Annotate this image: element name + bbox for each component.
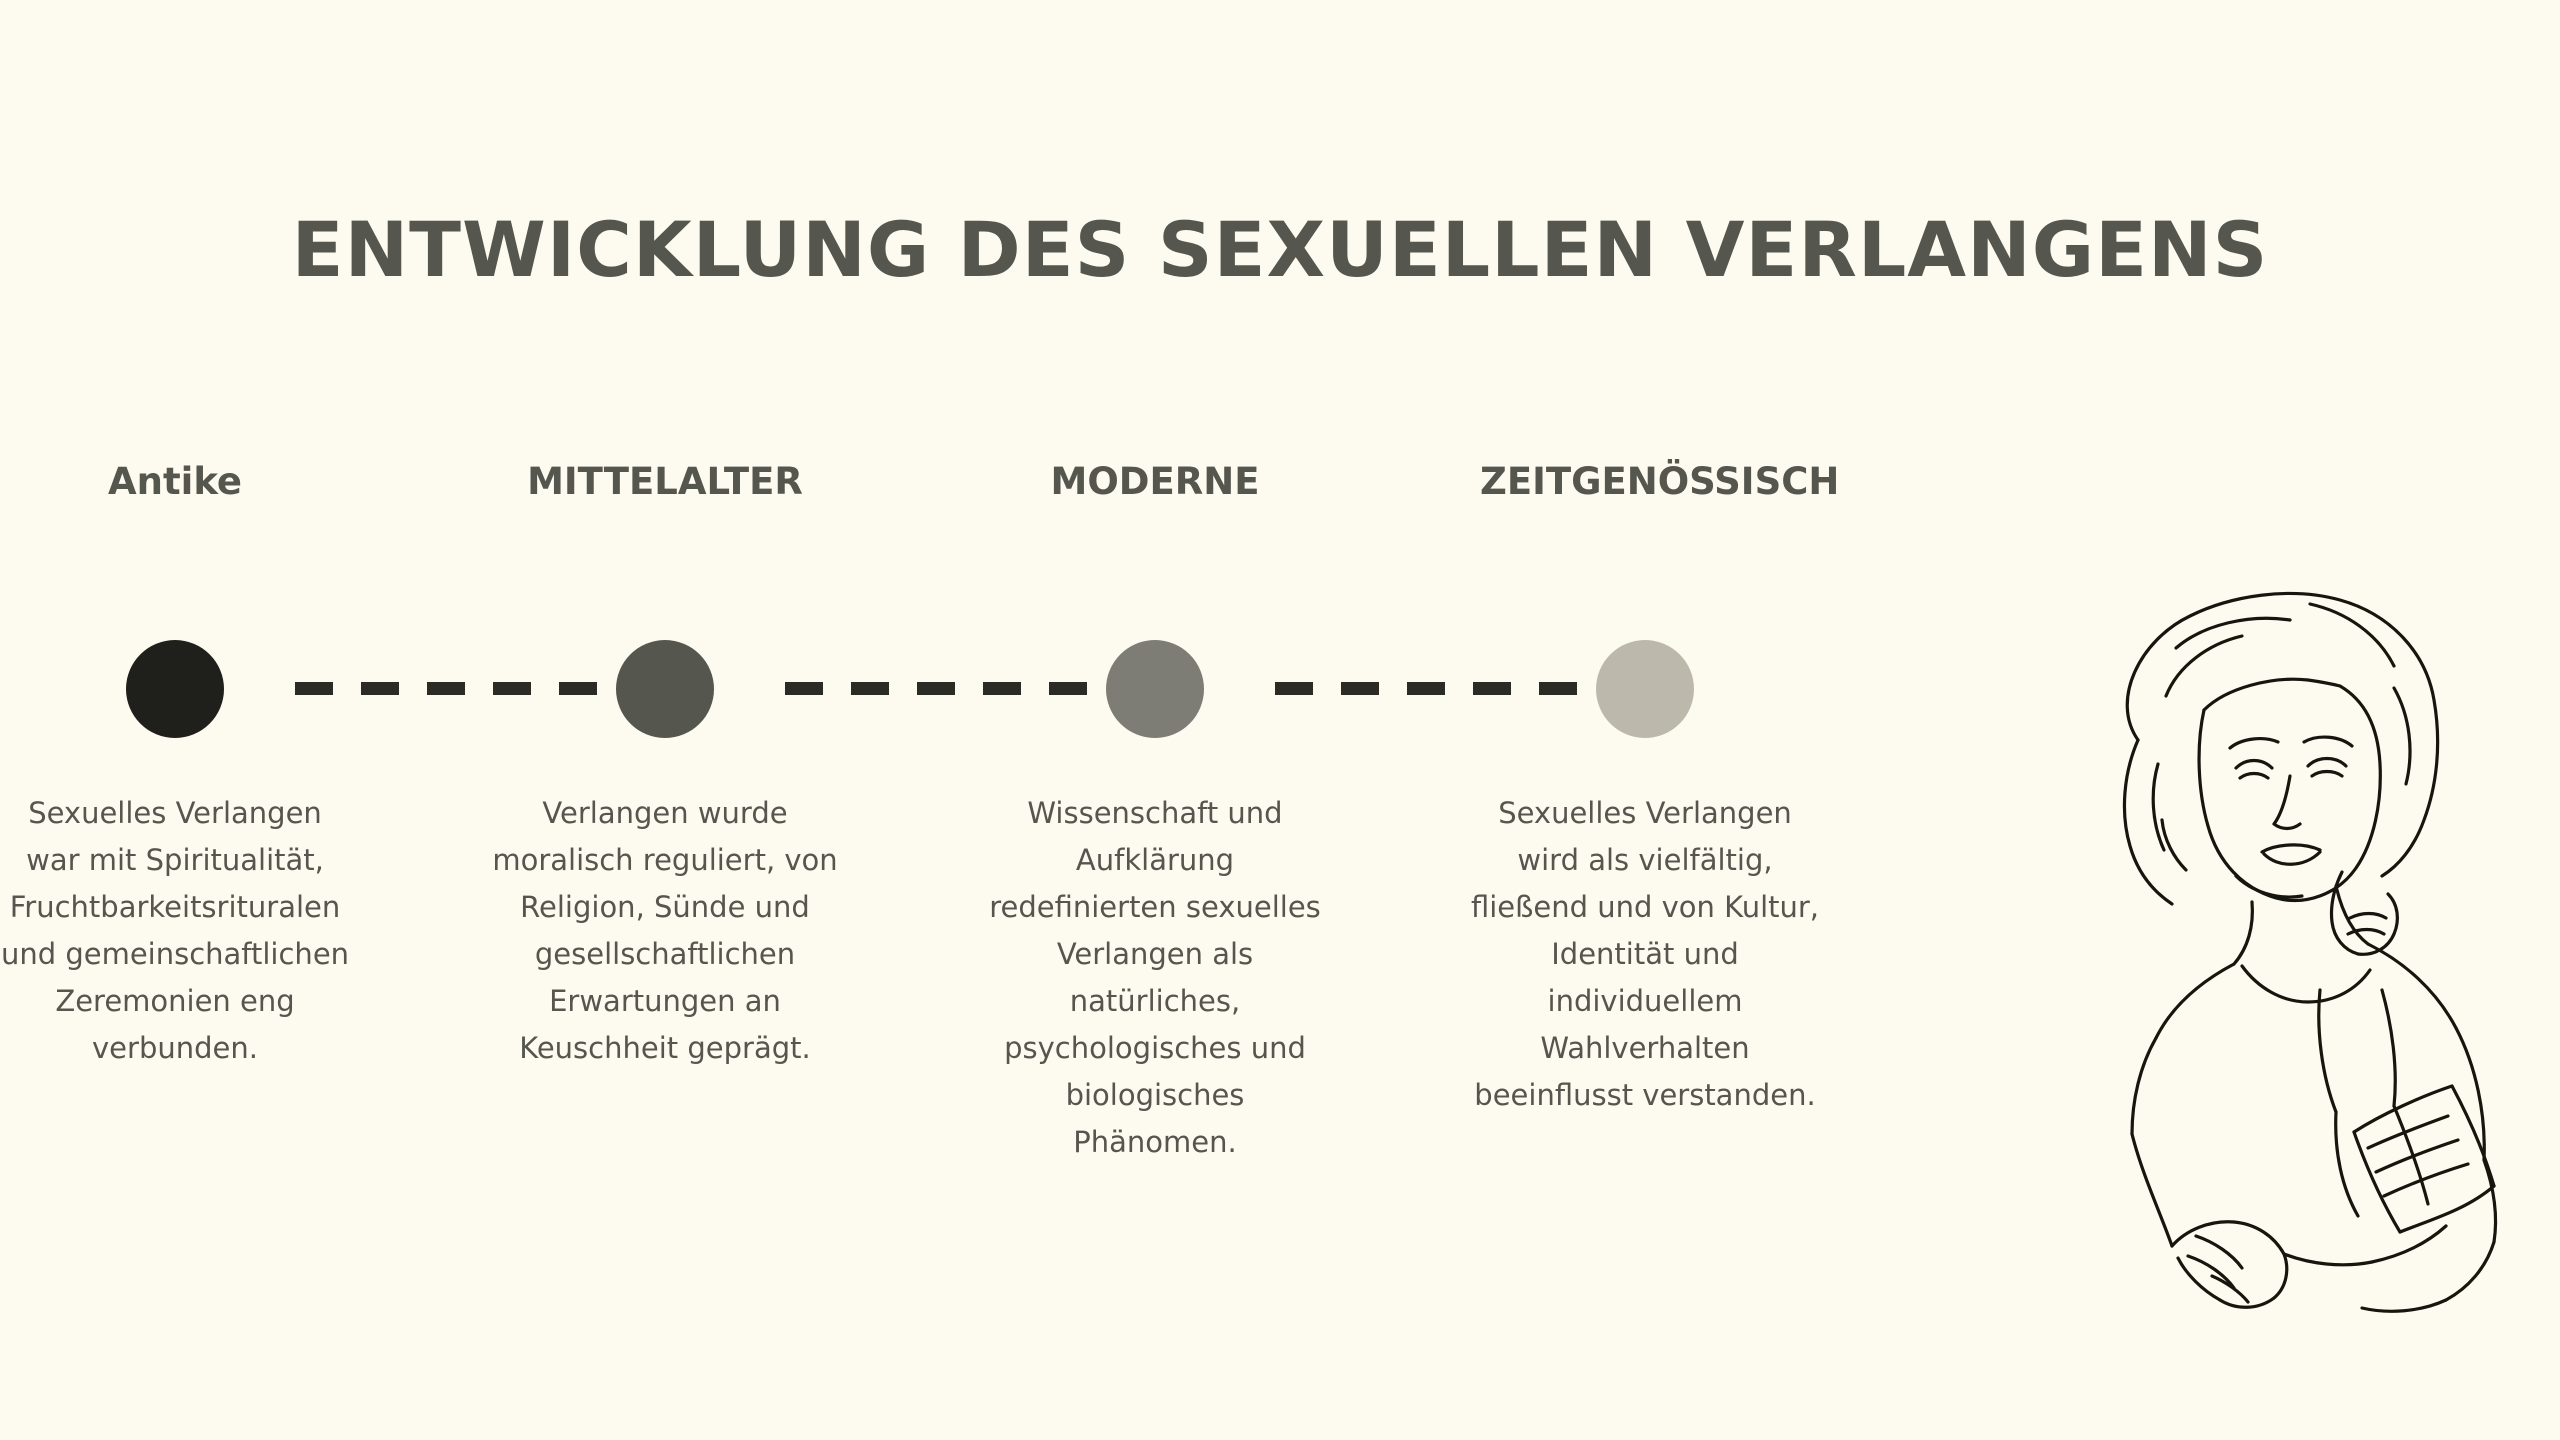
stage-dot [126,640,224,738]
stage-description: Verlangen wurde moralisch reguliert, von Religion, Sünde und gesellschaftlichen Erwartungen an Keuschheit geprägt. [492,796,838,1065]
timeline-stage-moderne[interactable] [989,460,1321,1159]
page-title: ENTWICKLUNG DES SEXUELLEN VERLANGENS [291,205,2269,294]
stage-description: Sexuelles Verlangen war mit Spiritualität, Fruchtbarkeitsrituralen und gemeinschaftlichen Zeremonien eng verbunden. [0,796,350,1065]
stage-label: ZEITGENÖSSISCH [1480,460,1840,503]
stage-description: Sexuelles Verlangen wird als vielfältig, fließend und von Kultur, Identität und individuellem Wahlverhalten beeinflusst verstanden. [1470,796,1820,1112]
stage-label: MITTELALTER [527,460,803,503]
timeline-stage-mittelalter[interactable] [492,460,838,1065]
stage-label: MODERNE [1050,460,1260,503]
thinking-woman-illustration [1990,520,2550,1360]
timeline-stage-zeitgenoessisch[interactable] [1470,460,1840,1112]
stage-description: Wissenschaft und Aufklärung redefinierten sexuelles Verlangen als natürliches, psychologisches und biologisches Phänomen. [989,796,1321,1159]
timeline [0,460,2070,1240]
stage-dot [1106,640,1204,738]
timeline-stage-antike[interactable] [0,460,350,1065]
stage-dot [1596,640,1694,738]
stage-dot [616,640,714,738]
stage-label: Antike [107,460,243,503]
